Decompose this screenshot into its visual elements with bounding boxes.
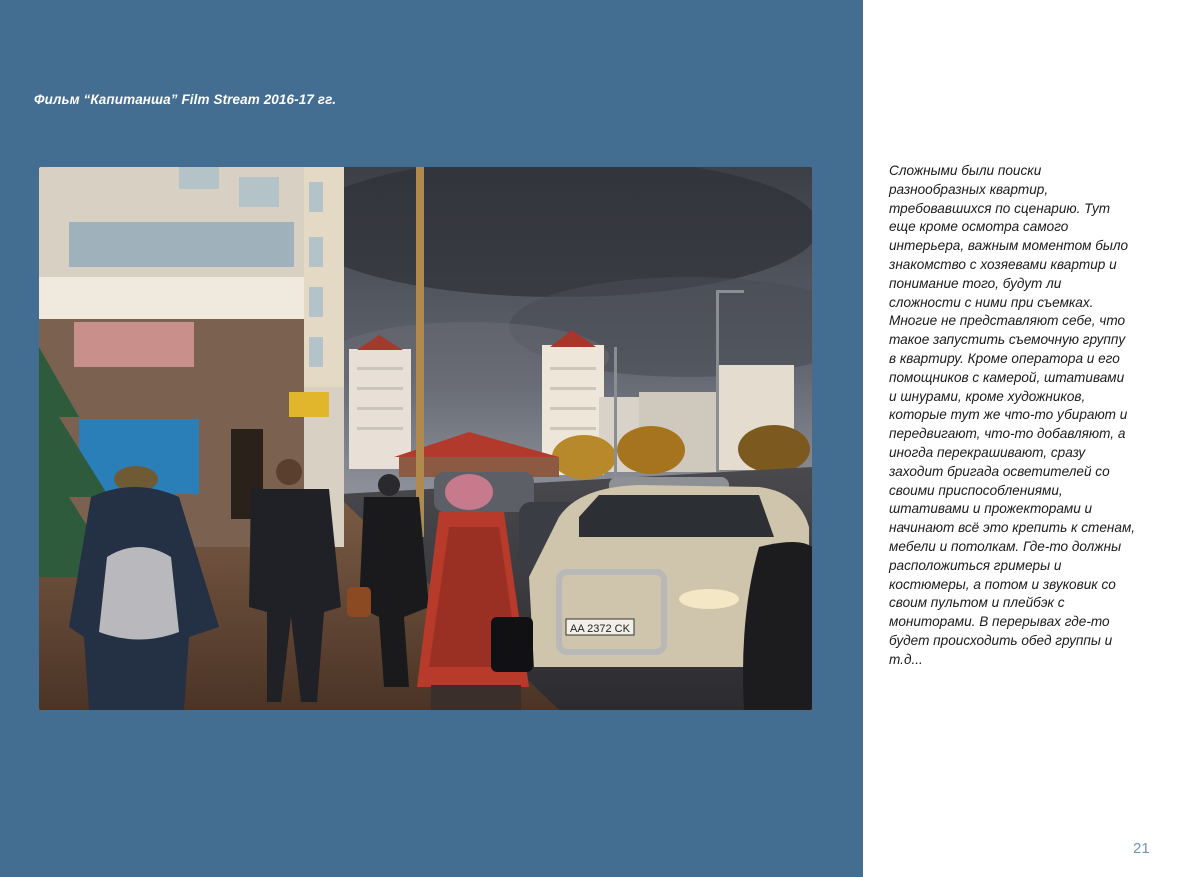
body-line: еще кроме осмотра самого	[889, 219, 1069, 235]
body-line: сложности с ними при съемках.	[889, 294, 1094, 310]
photo-caption: Фильм “Капитанша” Film Stream 2016-17 гг.	[34, 92, 337, 107]
body-line: будет происходить обед группы и	[889, 632, 1113, 648]
body-line: которые тут же что-то убирают и	[889, 407, 1128, 423]
body-line: своими приспособлениями,	[889, 482, 1063, 498]
body-line: своим пультом и плейбэк с	[889, 595, 1065, 611]
body-line: заходит бригада осветителей со	[889, 463, 1110, 479]
body-line: интерьера, важным моментом было	[889, 238, 1129, 254]
body-line: штативами и прожекторами и	[889, 501, 1093, 517]
body-line: такое запустить съемочную группу	[889, 332, 1126, 348]
body-line: Многие не представляют себе, что	[889, 313, 1126, 329]
body-line: в квартиру. Кроме оператора и его	[889, 350, 1120, 366]
page-number: 21	[1133, 840, 1150, 857]
body-text	[889, 162, 1154, 670]
body-line: знакомство с хозяевами квартир и	[889, 256, 1117, 272]
body-line: понимание того, будут ли	[889, 275, 1062, 291]
body-line: начинают всё это крепить к стенам,	[889, 520, 1136, 536]
street-photo	[39, 167, 812, 710]
body-line: требовавшихся по сценарию. Тут	[889, 200, 1111, 216]
body-line: разнообразных квартир,	[889, 181, 1049, 197]
body-line: мебели и потолкам. Где-то должны	[889, 538, 1122, 554]
license-plate: AA 2372 CK	[570, 623, 630, 635]
body-line: Сложными были поиски	[889, 163, 1042, 178]
body-line: мониторами. В перерывах где-то	[889, 614, 1110, 630]
body-line: помощников с камерой, штативами	[889, 369, 1125, 385]
body-line: и шнурами, кроме художников,	[889, 388, 1086, 404]
body-line: передвигают, что-то добавляют, а	[889, 426, 1126, 442]
street-scene-illustration	[39, 167, 812, 710]
body-line: костюмеры, а потом и звуковик со	[889, 576, 1116, 592]
body-line: иногда перекрашивают, сразу	[889, 444, 1086, 460]
body-line: т.д...	[889, 651, 923, 667]
body-line: расположиться гримеры и	[889, 557, 1062, 573]
